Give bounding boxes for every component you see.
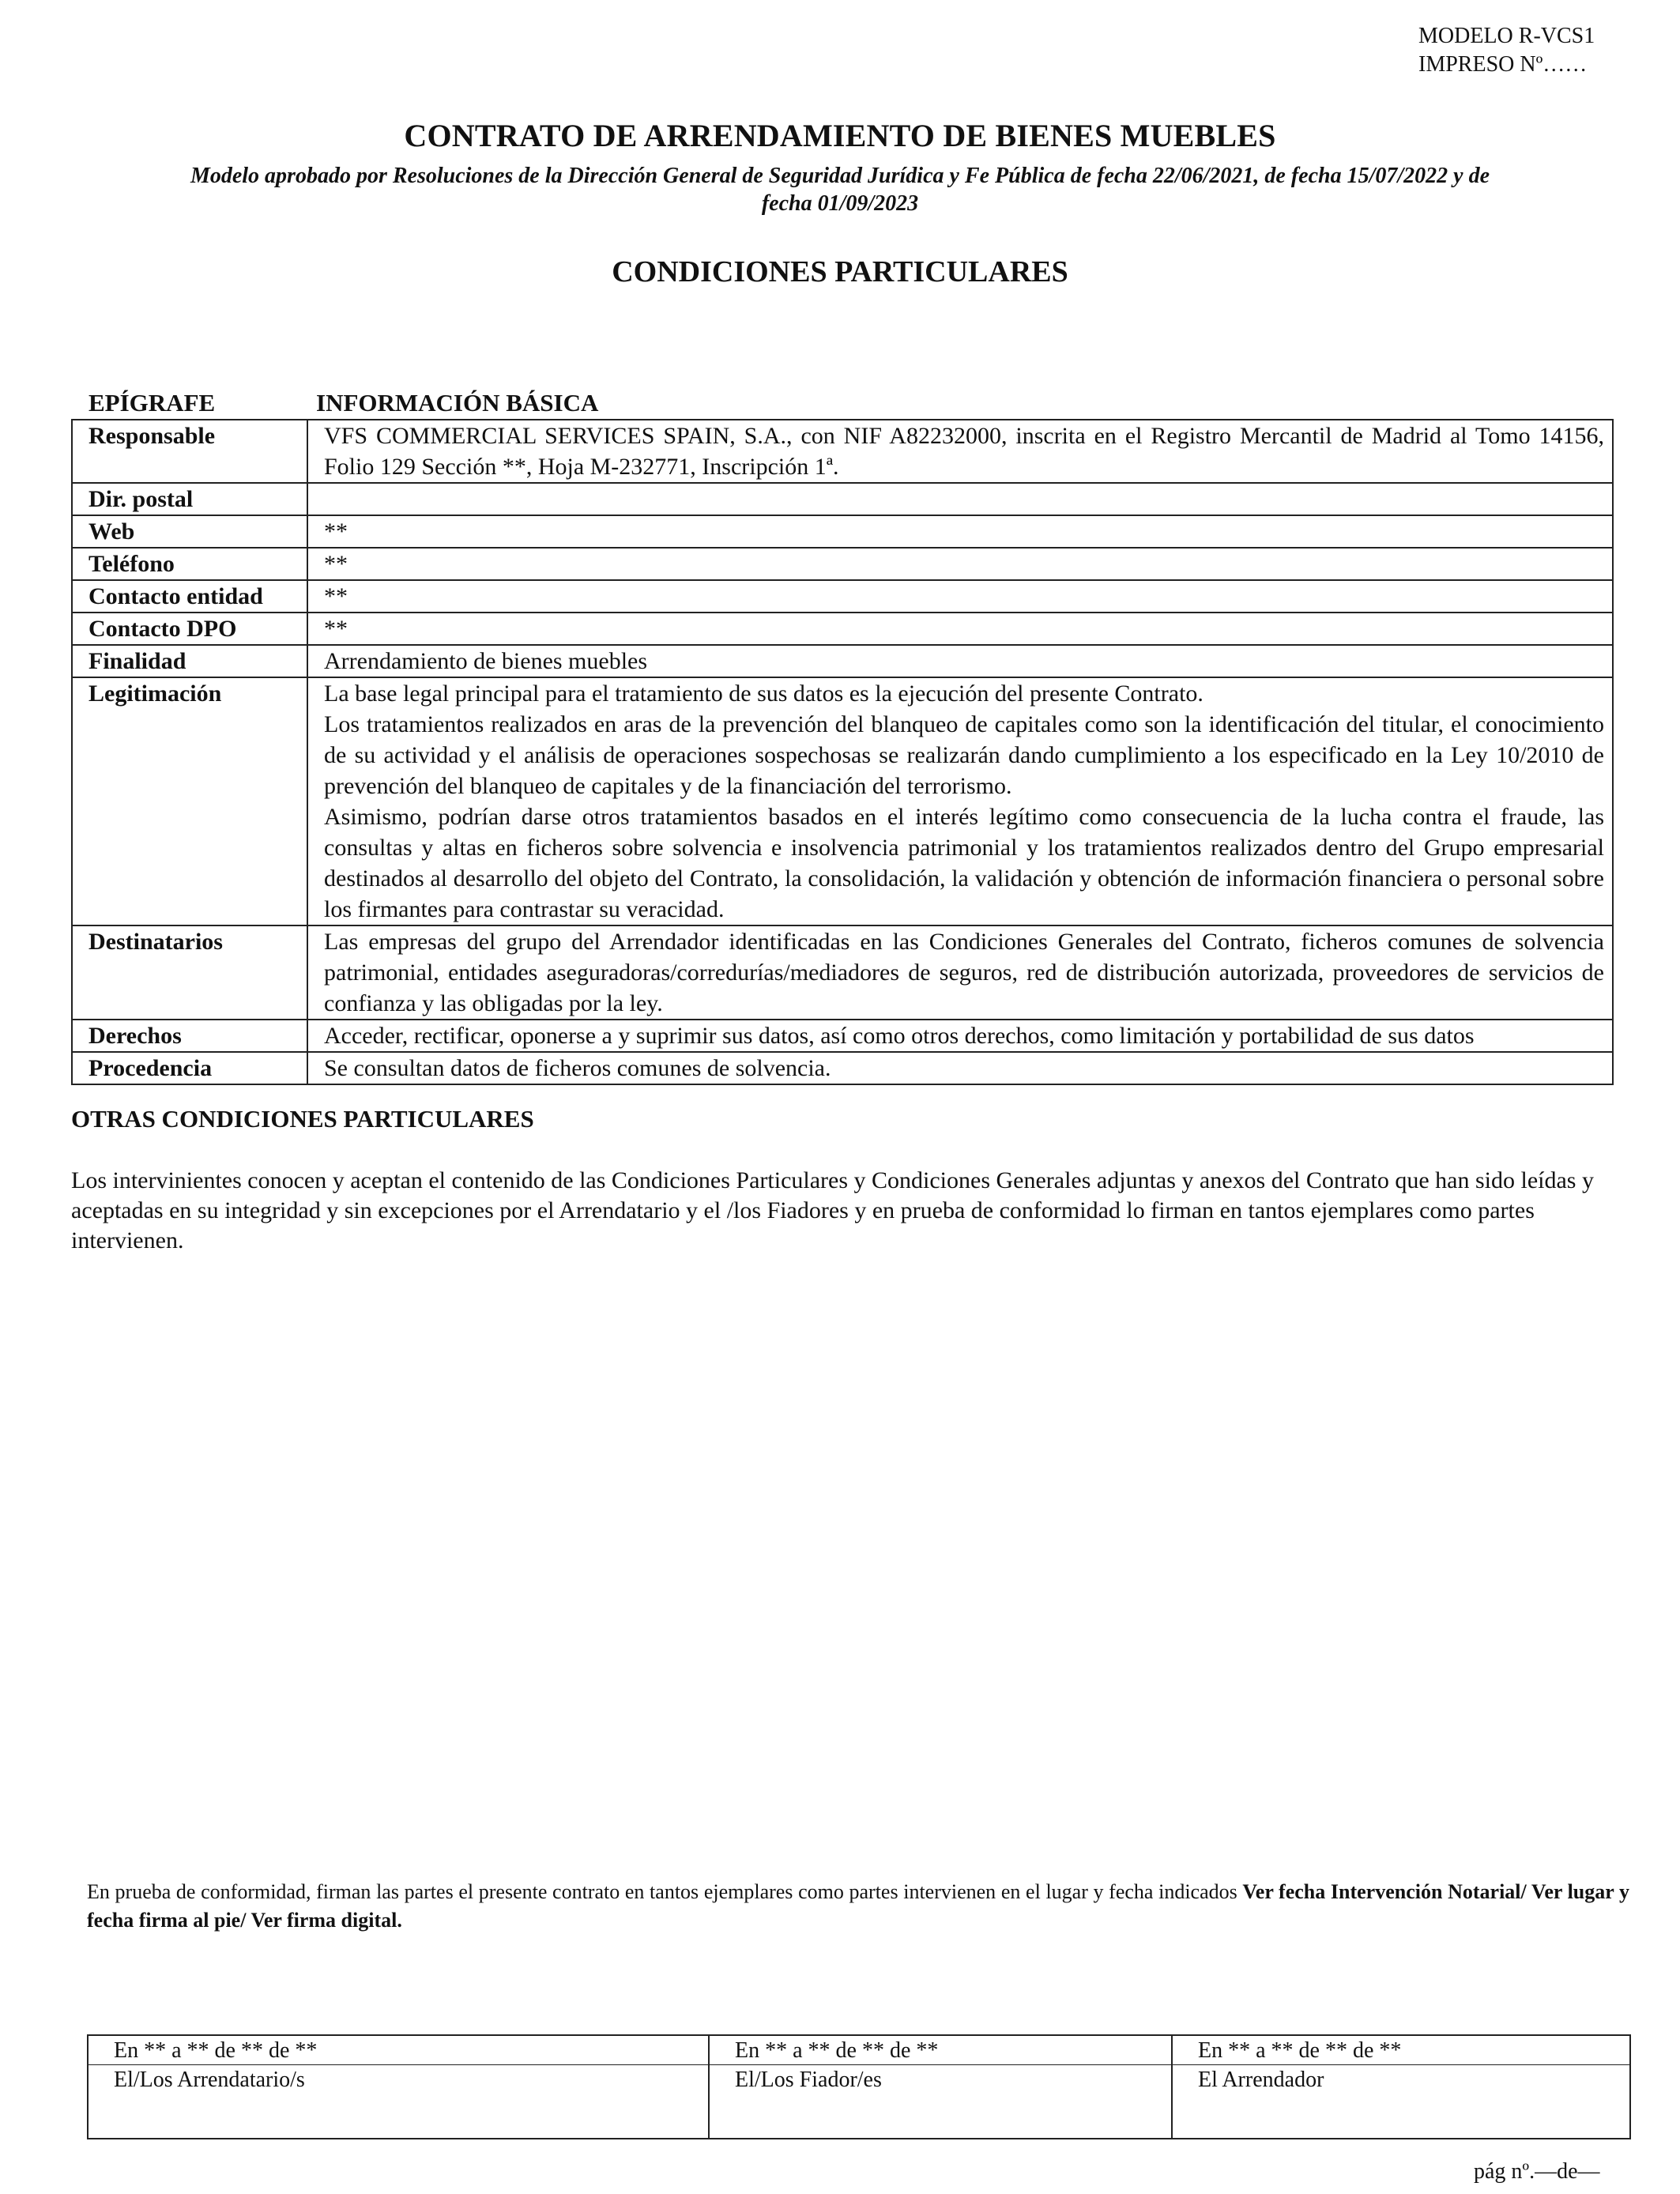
document-title: CONTRATO DE ARRENDAMIENTO DE BIENES MUEBLES xyxy=(404,118,1276,153)
signature-statement-text: En prueba de conformidad, firman las partes el presente contrato en tantos ejemplares como partes intervienen en el lugar y fecha indicados xyxy=(87,1880,1237,1903)
column-header-epigrafe: EPÍGRAFE xyxy=(89,389,216,417)
signature-table xyxy=(87,2034,1631,2139)
row-label: Contacto entidad xyxy=(72,580,307,613)
table-row xyxy=(72,677,1613,925)
document-subtitle: Modelo aprobado por Resoluciones de la Dirección General de Seguridad Jurídica y Fe Pública de fecha 22/06/2021, de fecha 15/07/2022 y de fecha 01/09/2023 xyxy=(190,164,1490,216)
row-value xyxy=(307,677,1613,925)
signature-box-arrendador[interactable]: El Arrendador xyxy=(1172,2065,1630,2139)
model-reference xyxy=(1418,22,1595,79)
row-value: VFS COMMERCIAL SERVICES SPAIN, S.A., con NIF A82232000, inscrita en el Registro Mercantil de Madrid al Tomo 14156, Folio 129 Sección **, Hoja M-232771, Inscripción 1ª. xyxy=(307,420,1613,483)
legitimacion-paragraph-1: La base legal principal para el tratamiento de sus datos es la ejecución del presente Contrato. xyxy=(324,680,1203,707)
row-label: Destinatarios xyxy=(72,925,307,1020)
row-label: Procedencia xyxy=(72,1052,307,1084)
impreso-number: IMPRESO Nº…… xyxy=(1418,52,1588,77)
other-conditions-text: Los intervinientes conocen y aceptan el contenido de las Condiciones Particulares y Condiciones Generales adjuntas y anexos del Contrato que han sido leídas y aceptadas en su integridad y sin excepciones por el Arrendatario y el /los Fiadores y en prueba de conformidad lo firman en tantos ejemplares como partes intervienen. xyxy=(71,1167,1594,1253)
signature-role-row xyxy=(88,2065,1630,2139)
data-protection-table xyxy=(71,419,1614,1085)
signature-date-fiador: En ** a ** de ** de ** xyxy=(709,2035,1172,2065)
row-value: Las empresas del grupo del Arrendador identificadas en las Condiciones Generales del Contrato, ficheros comunes de solvencia patrimonial, entidades aseguradoras/corredurías/mediadores de seguros, red de distribución autorizada, proveedores de servicios de confianza y las obligadas por la ley. xyxy=(307,925,1613,1020)
section-title: CONDICIONES PARTICULARES xyxy=(612,255,1068,288)
table-row xyxy=(72,925,1613,1020)
column-header-informacion: INFORMACIÓN BÁSICA xyxy=(316,389,599,417)
row-value: ** xyxy=(307,515,1613,548)
row-value: Se consultan datos de ficheros comunes de solvencia. xyxy=(307,1052,1613,1084)
signature-date-row xyxy=(88,2035,1630,2065)
table-row xyxy=(72,483,1613,515)
row-value: ** xyxy=(307,613,1613,645)
row-label: Finalidad xyxy=(72,645,307,677)
table-row xyxy=(72,548,1613,580)
signature-box-fiador[interactable]: El/Los Fiador/es xyxy=(709,2065,1172,2139)
table-row xyxy=(72,1020,1613,1052)
other-conditions-title: OTRAS CONDICIONES PARTICULARES xyxy=(71,1105,534,1133)
signature-statement-bold: Ver fecha Intervención Notarial/ Ver lugar y fecha firma al pie/ Ver firma digital. xyxy=(87,1880,1629,1932)
table-row xyxy=(72,1052,1613,1084)
table-row xyxy=(72,613,1613,645)
row-value: ** xyxy=(307,548,1613,580)
signature-statement xyxy=(87,1878,1629,1935)
table-row xyxy=(72,645,1613,677)
signature-box-arrendatario[interactable]: El/Los Arrendatario/s xyxy=(88,2065,709,2139)
page-number: pág nº.—de— xyxy=(1474,2159,1600,2184)
row-value: Acceder, rectificar, oponerse a y suprimir sus datos, así como otros derechos, como limitación y portabilidad de sus datos xyxy=(307,1020,1613,1052)
row-value xyxy=(307,483,1613,515)
row-label: Web xyxy=(72,515,307,548)
row-label: Legitimación xyxy=(72,677,307,925)
row-label: Dir. postal xyxy=(72,483,307,515)
table-row xyxy=(72,420,1613,483)
row-label: Derechos xyxy=(72,1020,307,1052)
table-row xyxy=(72,580,1613,613)
row-label: Contacto DPO xyxy=(72,613,307,645)
signature-date-arrendatario: En ** a ** de ** de ** xyxy=(88,2035,709,2065)
legitimacion-paragraph-2: Los tratamientos realizados en aras de la prevención del blanqueo de capitales como son la identificación del titular, el conocimiento de su actividad y el análisis de operaciones sospechosas se realizarán dando cumplimiento a los especificado en la Ley 10/2010 de prevención del blanqueo de capitales y de la financiación del terrorismo. xyxy=(324,711,1604,799)
model-code: MODELO R-VCS1 xyxy=(1418,24,1595,48)
row-value: ** xyxy=(307,580,1613,613)
legitimacion-paragraph-3: Asimismo, podrían darse otros tratamientos basados en el interés legítimo como consecuencia de la lucha contra el fraude, las consultas y altas en ficheros sobre solvencia e insolvencia patrimonial y los tratamientos realizados dentro del Grupo empresarial destinados al desarrollo del objeto del Contrato, la consolidación, la validación y obtención de información financiera o personal sobre los firmantes para contrastar su veracidad. xyxy=(324,804,1604,922)
row-label: Teléfono xyxy=(72,548,307,580)
row-label: Responsable xyxy=(72,420,307,483)
row-value: Arrendamiento de bienes muebles xyxy=(307,645,1613,677)
table-row xyxy=(72,515,1613,548)
signature-date-arrendador: En ** a ** de ** de ** xyxy=(1172,2035,1630,2065)
